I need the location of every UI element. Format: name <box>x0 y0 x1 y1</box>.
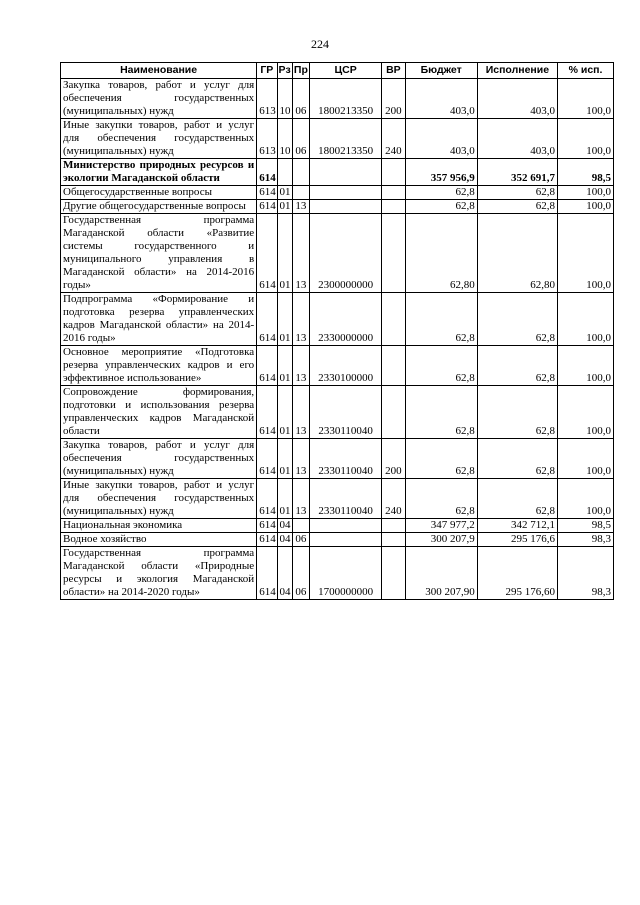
row-rz: 01 <box>277 479 292 519</box>
row-execution: 342 712,1 <box>477 519 557 533</box>
row-vr <box>382 386 405 439</box>
row-budget: 300 207,9 <box>405 533 477 547</box>
row-rz: 01 <box>277 214 292 293</box>
row-csr: 1700000000 <box>310 547 382 600</box>
row-vr <box>382 186 405 200</box>
table-row <box>61 479 614 519</box>
row-pr: 13 <box>292 293 309 346</box>
row-vr <box>382 159 405 186</box>
row-gr: 613 <box>257 119 277 159</box>
row-rz: 01 <box>277 200 292 214</box>
row-gr: 614 <box>257 479 277 519</box>
row-execution: 295 176,60 <box>477 547 557 600</box>
row-budget: 62,8 <box>405 200 477 214</box>
row-pct: 98,5 <box>558 519 614 533</box>
row-gr: 613 <box>257 79 277 119</box>
row-rz: 10 <box>277 119 292 159</box>
table-body <box>61 79 614 600</box>
row-name: Закупка товаров, работ и услуг для обеспечения государственных (муниципальных) нужд <box>61 439 257 479</box>
row-csr: 1800213350 <box>310 79 382 119</box>
row-vr <box>382 346 405 386</box>
row-rz: 01 <box>277 186 292 200</box>
row-pct: 100,0 <box>558 214 614 293</box>
row-pct: 100,0 <box>558 439 614 479</box>
row-pr <box>292 519 309 533</box>
row-execution: 62,8 <box>477 293 557 346</box>
row-name: Общегосударственные вопросы <box>61 186 257 200</box>
row-pr <box>292 186 309 200</box>
row-pr: 13 <box>292 439 309 479</box>
row-vr: 240 <box>382 479 405 519</box>
header-name: Наименование <box>61 63 257 79</box>
row-csr: 2300000000 <box>310 214 382 293</box>
row-vr <box>382 293 405 346</box>
row-vr <box>382 547 405 600</box>
row-name: Водное хозяйство <box>61 533 257 547</box>
row-pr: 13 <box>292 386 309 439</box>
row-budget: 62,8 <box>405 386 477 439</box>
row-rz: 01 <box>277 346 292 386</box>
row-rz: 01 <box>277 439 292 479</box>
row-vr: 200 <box>382 79 405 119</box>
row-pct: 100,0 <box>558 293 614 346</box>
row-pct: 100,0 <box>558 386 614 439</box>
row-csr: 1800213350 <box>310 119 382 159</box>
header-pct: % исп. <box>558 63 614 79</box>
row-gr: 614 <box>257 386 277 439</box>
row-name: Сопровождение формирования, подготовки и использования резерва управленческих кадров Магаданской области <box>61 386 257 439</box>
table-row <box>61 159 614 186</box>
row-budget: 62,8 <box>405 346 477 386</box>
row-pct: 100,0 <box>558 186 614 200</box>
table-row <box>61 519 614 533</box>
row-vr: 200 <box>382 439 405 479</box>
table-header-row <box>61 63 614 79</box>
row-budget: 403,0 <box>405 79 477 119</box>
row-budget: 300 207,90 <box>405 547 477 600</box>
row-pct: 100,0 <box>558 79 614 119</box>
row-rz: 04 <box>277 533 292 547</box>
header-budget: Бюджет <box>405 63 477 79</box>
row-pr: 06 <box>292 79 309 119</box>
row-budget: 62,8 <box>405 186 477 200</box>
table-row <box>61 439 614 479</box>
row-name: Подпрограмма «Формирование и подготовка резерва управленческих кадров Магаданской области» на 2014-2016 годы» <box>61 293 257 346</box>
row-budget: 62,80 <box>405 214 477 293</box>
row-pr: 13 <box>292 346 309 386</box>
row-budget: 62,8 <box>405 439 477 479</box>
row-name: Закупка товаров, работ и услуг для обеспечения государственных (муниципальных) нужд <box>61 79 257 119</box>
table-row <box>61 119 614 159</box>
row-rz: 10 <box>277 79 292 119</box>
row-csr <box>310 533 382 547</box>
row-rz: 01 <box>277 386 292 439</box>
table-row <box>61 547 614 600</box>
header-csr: ЦСР <box>310 63 382 79</box>
row-rz: 04 <box>277 519 292 533</box>
row-execution: 62,8 <box>477 386 557 439</box>
row-name: Национальная экономика <box>61 519 257 533</box>
table-row <box>61 346 614 386</box>
row-pct: 100,0 <box>558 119 614 159</box>
row-csr <box>310 200 382 214</box>
row-gr: 614 <box>257 293 277 346</box>
row-pr: 13 <box>292 479 309 519</box>
row-execution: 62,8 <box>477 200 557 214</box>
row-vr <box>382 200 405 214</box>
row-pct: 100,0 <box>558 346 614 386</box>
row-pr: 06 <box>292 119 309 159</box>
row-name: Другие общегосударственные вопросы <box>61 200 257 214</box>
row-budget: 403,0 <box>405 119 477 159</box>
row-rz <box>277 159 292 186</box>
table-row <box>61 186 614 200</box>
row-csr: 2330100000 <box>310 346 382 386</box>
row-pr <box>292 159 309 186</box>
header-gr: ГР <box>257 63 277 79</box>
table-row <box>61 200 614 214</box>
table-row <box>61 214 614 293</box>
page-number: 224 <box>311 37 329 51</box>
row-csr <box>310 519 382 533</box>
row-execution: 403,0 <box>477 119 557 159</box>
table-row <box>61 79 614 119</box>
row-rz: 04 <box>277 547 292 600</box>
row-name: Иные закупки товаров, работ и услуг для обеспечения государственных (муниципальных) нужд <box>61 479 257 519</box>
row-name: Основное мероприятие «Подготовка резерва управленческих кадров и его эффективное использование» <box>61 346 257 386</box>
row-execution: 295 176,6 <box>477 533 557 547</box>
row-name: Государственная программа Магаданской области «Природные ресурсы и экология Магаданской области» на 2014-2020 годы» <box>61 547 257 600</box>
row-budget: 62,8 <box>405 479 477 519</box>
row-gr: 614 <box>257 439 277 479</box>
row-gr: 614 <box>257 186 277 200</box>
row-pct: 98,5 <box>558 159 614 186</box>
row-csr <box>310 159 382 186</box>
row-execution: 352 691,7 <box>477 159 557 186</box>
row-budget: 62,8 <box>405 293 477 346</box>
row-vr <box>382 533 405 547</box>
row-execution: 62,8 <box>477 346 557 386</box>
row-pct: 100,0 <box>558 200 614 214</box>
row-pr: 06 <box>292 533 309 547</box>
row-gr: 614 <box>257 159 277 186</box>
header-execution: Исполнение <box>477 63 557 79</box>
table-row <box>61 293 614 346</box>
row-vr <box>382 214 405 293</box>
row-budget: 347 977,2 <box>405 519 477 533</box>
row-pr: 13 <box>292 214 309 293</box>
row-gr: 614 <box>257 346 277 386</box>
row-budget: 357 956,9 <box>405 159 477 186</box>
row-gr: 614 <box>257 547 277 600</box>
row-gr: 614 <box>257 200 277 214</box>
row-name: Государственная программа Магаданской области «Развитие системы государственного и муниципального управления в Магаданской области» на 2014-2016 годы» <box>61 214 257 293</box>
row-csr: 2330000000 <box>310 293 382 346</box>
row-pr: 06 <box>292 547 309 600</box>
row-pct: 100,0 <box>558 479 614 519</box>
row-execution: 62,8 <box>477 186 557 200</box>
header-pr: Пр <box>292 63 309 79</box>
budget-table <box>60 62 614 600</box>
row-vr: 240 <box>382 119 405 159</box>
row-csr: 2330110040 <box>310 479 382 519</box>
table-row <box>61 533 614 547</box>
table-row <box>61 386 614 439</box>
header-vr: ВР <box>382 63 405 79</box>
row-pr: 13 <box>292 200 309 214</box>
row-gr: 614 <box>257 519 277 533</box>
row-execution: 403,0 <box>477 79 557 119</box>
row-csr: 2330110040 <box>310 439 382 479</box>
header-rz: Рз <box>277 63 292 79</box>
row-name: Министерство природных ресурсов и экологии Магаданской области <box>61 159 257 186</box>
row-pct: 98,3 <box>558 533 614 547</box>
row-name: Иные закупки товаров, работ и услуг для обеспечения государственных (муниципальных) нужд <box>61 119 257 159</box>
row-rz: 01 <box>277 293 292 346</box>
row-csr: 2330110040 <box>310 386 382 439</box>
row-execution: 62,8 <box>477 439 557 479</box>
row-execution: 62,8 <box>477 479 557 519</box>
row-gr: 614 <box>257 533 277 547</box>
row-execution: 62,80 <box>477 214 557 293</box>
row-gr: 614 <box>257 214 277 293</box>
row-csr <box>310 186 382 200</box>
row-pct: 98,3 <box>558 547 614 600</box>
row-vr <box>382 519 405 533</box>
